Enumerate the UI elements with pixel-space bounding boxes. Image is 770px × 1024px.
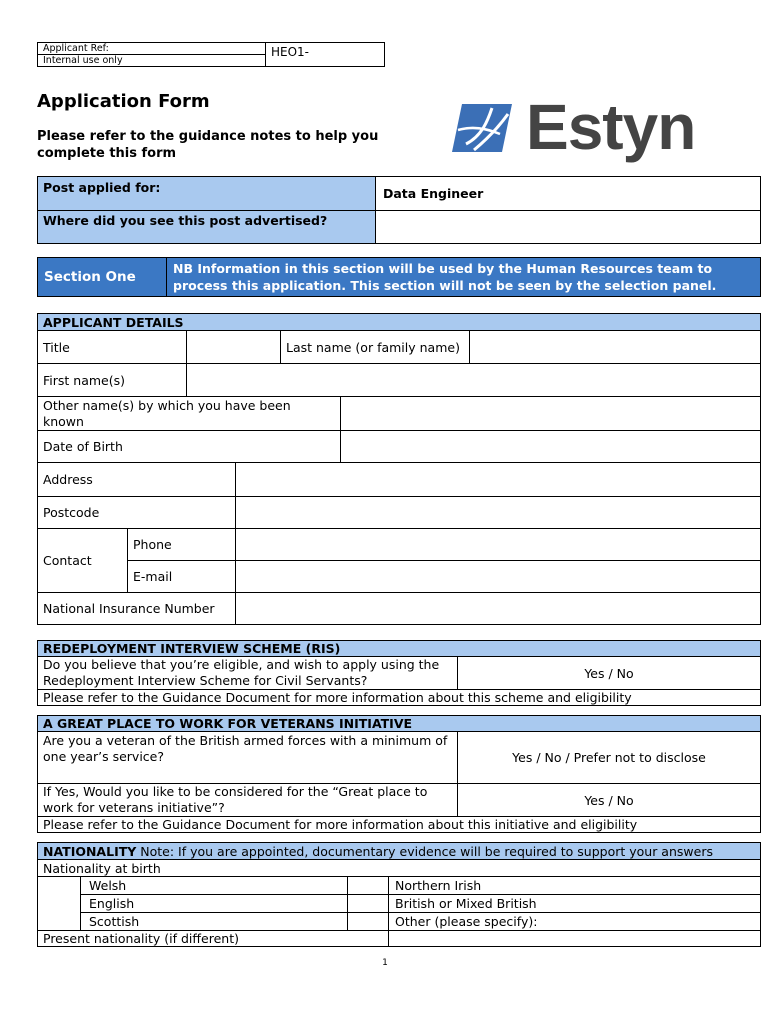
veterans-question-2-line-1: If Yes, Would you like to be considered for the “Great place to: [43, 784, 428, 799]
first-name-label: First name(s): [38, 364, 187, 397]
other-names-field[interactable]: [341, 397, 761, 431]
veterans-question-2: [38, 784, 458, 817]
veterans-answer-1[interactable]: Yes / No / Prefer not to disclose: [458, 732, 761, 784]
nationality-checkbox-welsh[interactable]: [348, 877, 389, 895]
post-applied-value[interactable]: Data Engineer: [376, 177, 761, 211]
nationality-option-welsh[interactable]: Welsh: [81, 877, 348, 895]
postcode-field[interactable]: [236, 497, 761, 529]
phone-label: Phone: [128, 529, 236, 561]
veterans-question-2-line-2: work for veterans initiative”?: [43, 800, 225, 815]
advert-source-label: Where did you see this post advertised?: [38, 211, 376, 244]
nationality-option-other[interactable]: Other (please specify):: [389, 913, 761, 931]
section-one-note-line-1: NB Information in this section will be used by the Human Resources team to: [173, 261, 713, 276]
veterans-question-1-line-1: Are you a veteran of the British armed forces with a minimum of: [43, 733, 448, 748]
nationality-heading-note: Note: If you are appointed, documentary evidence will be required to support your answers: [136, 843, 713, 859]
post-applied-label: Post applied for:: [38, 177, 376, 211]
title-field[interactable]: [187, 331, 281, 364]
phone-field[interactable]: [236, 529, 761, 561]
section-one-note: [167, 258, 761, 297]
ris-question: [38, 657, 458, 690]
post-table: [37, 176, 761, 244]
applicant-ref-label: Applicant Ref:: [38, 43, 266, 55]
present-nationality-label: Present nationality (if different): [38, 931, 389, 947]
other-names-label-line-1: Other name(s) by which you have been: [43, 397, 291, 413]
nationality-option-british[interactable]: British or Mixed British: [389, 895, 761, 913]
estyn-logo-mark-icon: [452, 100, 520, 156]
nationality-at-birth-label: Nationality at birth: [38, 860, 761, 877]
veterans-heading: A GREAT PLACE TO WORK FOR VETERANS INITIATIVE: [38, 716, 761, 732]
section-one-banner: [37, 257, 761, 297]
dob-field[interactable]: [341, 431, 761, 463]
page-title: Application Form: [37, 91, 210, 112]
last-name-label: Last name (or family name): [281, 331, 470, 364]
applicant-ref-box: [37, 42, 385, 67]
postcode-label: Postcode: [38, 497, 236, 529]
present-nationality-field[interactable]: [389, 931, 761, 947]
email-field[interactable]: [236, 561, 761, 593]
ni-number-field[interactable]: [236, 593, 761, 625]
guidance-note-line-2: complete this form: [37, 146, 177, 161]
applicant-details-table: [37, 313, 761, 625]
section-one-note-line-2: process this application. This section will not be seen by the selection panel.: [173, 278, 717, 293]
veterans-question-1: [38, 732, 458, 784]
section-one-label: Section One: [38, 258, 167, 297]
estyn-logo-text: Estyn: [526, 91, 696, 163]
ris-heading: REDEPLOYMENT INTERVIEW SCHEME (RIS): [38, 641, 761, 657]
applicant-ref-value[interactable]: HEO1-: [266, 43, 385, 67]
veterans-question-1-line-2: one year’s service?: [43, 749, 164, 764]
other-names-label-line-2: known: [43, 413, 84, 429]
veterans-answer-2[interactable]: Yes / No: [458, 784, 761, 817]
nationality-table: [37, 842, 761, 947]
nationality-option-scottish[interactable]: Scottish: [81, 913, 348, 931]
ris-question-line-2: Redeployment Interview Scheme for Civil Servants?: [43, 673, 368, 688]
nationality-checkbox-english[interactable]: [348, 895, 389, 913]
nationality-heading-title: NATIONALITY: [43, 843, 137, 859]
ris-question-line-1: Do you believe that you’re eligible, and wish to apply using the: [43, 657, 440, 672]
address-field[interactable]: [236, 463, 761, 497]
guidance-note-line-1: Please refer to the guidance notes to help you: [37, 129, 379, 144]
contact-label: Contact: [38, 529, 128, 593]
dob-label: Date of Birth: [38, 431, 341, 463]
nationality-indent: [38, 877, 81, 931]
ris-answer[interactable]: Yes / No: [458, 657, 761, 690]
estyn-logo: [452, 91, 732, 170]
ris-table: [37, 640, 761, 706]
email-label: E-mail: [128, 561, 236, 593]
first-name-field[interactable]: [187, 364, 761, 397]
last-name-field[interactable]: [470, 331, 761, 364]
nationality-heading: [38, 843, 761, 860]
page-number: 1: [382, 958, 388, 968]
address-label: Address: [38, 463, 236, 497]
title-label: Title: [38, 331, 187, 364]
advert-source-field[interactable]: [376, 211, 761, 244]
nationality-option-northern-irish[interactable]: Northern Irish: [389, 877, 761, 895]
ni-number-label: National Insurance Number: [38, 593, 236, 625]
nationality-checkbox-scottish[interactable]: [348, 913, 389, 931]
ris-guidance-note: Please refer to the Guidance Document for more information about this scheme and eligibility: [38, 690, 761, 706]
applicant-details-heading: APPLICANT DETAILS: [38, 314, 761, 331]
internal-use-label: Internal use only: [38, 55, 266, 67]
veterans-guidance-note: Please refer to the Guidance Document for more information about this initiative and eligibility: [38, 817, 761, 833]
veterans-table: [37, 715, 761, 833]
nationality-option-english[interactable]: English: [81, 895, 348, 913]
other-names-label: [38, 397, 341, 431]
